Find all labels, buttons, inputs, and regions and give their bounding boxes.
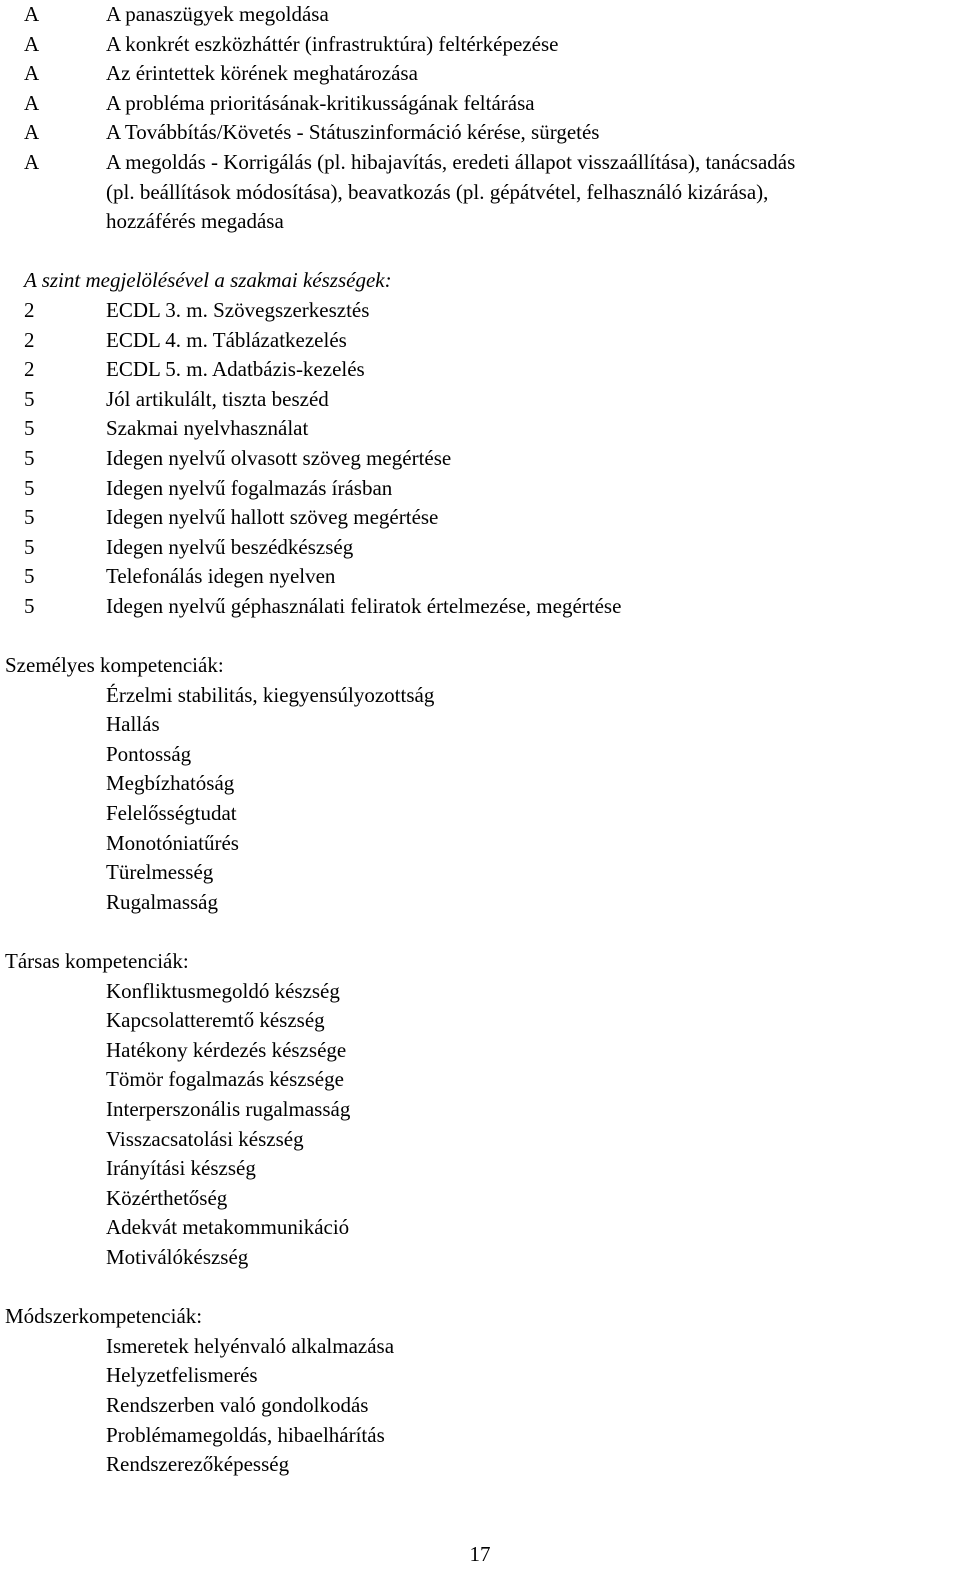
a-item-text: A panaszügyek megoldása <box>106 2 329 26</box>
competency-item: Hatékony kérdezés készsége <box>106 1037 347 1062</box>
page-number: 17 <box>469 1542 491 1566</box>
a-item-text: Az érintettek körének meghatározása <box>106 61 418 86</box>
competency-item: Megbízhatóság <box>106 771 235 796</box>
skill-level: 5 <box>24 475 35 500</box>
skill-text: Idegen nyelvű fogalmazás írásban <box>106 475 393 500</box>
skill-row <box>0 326 960 356</box>
spacer <box>0 1273 960 1303</box>
competency-item: Hallás <box>106 712 160 737</box>
section-title: Társas kompetenciák: <box>5 949 189 973</box>
a-item-text: A Továbbítás/Követés - Státuszinformáció kérése, sürgetés <box>106 120 600 145</box>
skill-level: 5 <box>24 445 35 470</box>
skill-text: ECDL 3. m. Szövegszerkesztés <box>106 297 370 322</box>
a-item-row <box>0 178 960 208</box>
a-item-text: A megoldás - Korrigálás (pl. hibajavítás, eredeti állapot visszaállítása), tanácsadás <box>106 149 796 174</box>
competency-item: Konfliktusmegoldó készség <box>106 978 340 1003</box>
a-item-row <box>0 207 960 237</box>
section-title: Módszerkompetenciák: <box>5 1304 203 1329</box>
a-item-row <box>0 0 960 30</box>
competency-item: Tömör fogalmazás készsége <box>106 1067 344 1092</box>
skill-level: 5 <box>24 534 35 559</box>
spacer <box>0 917 960 947</box>
item-marker: A <box>24 120 40 145</box>
skill-text: Szakmai nyelvhasználat <box>106 416 309 441</box>
skill-text: Idegen nyelvű hallott szöveg megértése <box>106 505 439 530</box>
skill-text: Idegen nyelvű olvasott szöveg megértése <box>106 445 452 470</box>
skill-level: 2 <box>24 297 35 322</box>
a-item-row <box>0 89 960 119</box>
a-item-text: A probléma prioritásának-kritikusságának feltárása <box>106 90 535 115</box>
skill-row <box>0 296 960 326</box>
skill-row <box>0 533 960 563</box>
item-marker: A <box>24 90 40 115</box>
competency-item: Helyzetfelismerés <box>106 1363 258 1388</box>
a-item-text: (pl. beállítások módosítása), beavatkozás (pl. gépátvétel, felhasználó kizárása), <box>106 179 769 204</box>
competency-item: Visszacsatolási készség <box>106 1126 304 1151</box>
skill-text: Jól artikulált, tiszta beszéd <box>106 386 329 411</box>
skill-level: 5 <box>24 564 35 589</box>
competency-item: Monotóniatűrés <box>106 830 239 855</box>
competency-item: Rendszerezőképesség <box>106 1452 290 1477</box>
competency-item: Rendszerben való gondolkodás <box>106 1392 369 1417</box>
skill-text: ECDL 5. m. Adatbázis-kezelés <box>106 357 365 382</box>
skill-row <box>0 355 960 385</box>
competency-item: Türelmesség <box>106 860 214 885</box>
competency-item: Motiválókészség <box>106 1244 249 1269</box>
skills-heading: A szint megjelölésével a szakmai készségek: <box>24 268 392 293</box>
competency-item: Ismeretek helyénvaló alkalmazása <box>106 1333 395 1358</box>
skill-text: Idegen nyelvű géphasználati feliratok értelmezése, megértése <box>106 593 622 618</box>
skill-text: ECDL 4. m. Táblázatkezelés <box>106 327 347 352</box>
spacer <box>0 237 960 267</box>
competency-item: Problémamegoldás, hibaelhárítás <box>106 1422 385 1447</box>
skill-text: Telefonálás idegen nyelven <box>106 564 336 589</box>
a-items-list <box>0 0 960 237</box>
skill-level: 5 <box>24 386 35 411</box>
skill-row <box>0 385 960 415</box>
a-item-row <box>0 148 960 178</box>
skill-row <box>0 414 960 444</box>
skill-row <box>0 592 960 622</box>
item-marker: A <box>24 2 40 26</box>
competency-item: Adekvát metakommunikáció <box>106 1215 350 1240</box>
spacer <box>0 621 960 651</box>
skill-row <box>0 474 960 504</box>
a-item-text: A konkrét eszközháttér (infrastruktúra) feltérképezése <box>106 31 559 56</box>
skill-row <box>0 503 960 533</box>
item-marker: A <box>24 31 40 56</box>
skill-level: 5 <box>24 505 35 530</box>
a-item-row <box>0 59 960 89</box>
competency-item: Rugalmasság <box>106 889 218 914</box>
a-item-row <box>0 30 960 60</box>
item-marker: A <box>24 61 40 86</box>
competency-item: Irányítási készség <box>106 1156 256 1181</box>
competency-item: Interperszonális rugalmasság <box>106 1096 351 1121</box>
skill-level: 2 <box>24 327 35 352</box>
competency-item: Kapcsolatteremtő készség <box>106 1008 325 1033</box>
competency-sections <box>0 651 960 1480</box>
item-marker: A <box>24 149 40 174</box>
skills-list <box>0 296 960 622</box>
a-item-text: hozzáférés megadása <box>106 209 284 234</box>
a-item-row <box>0 118 960 148</box>
skill-text: Idegen nyelvű beszédkészség <box>106 534 354 559</box>
competency-item: Közérthetőség <box>106 1185 228 1210</box>
competency-item: Érzelmi stabilitás, kiegyensúlyozottság <box>106 682 435 707</box>
skill-level: 2 <box>24 357 35 382</box>
competency-item: Felelősségtudat <box>106 801 237 826</box>
skill-level: 5 <box>24 416 35 441</box>
competency-item: Pontosság <box>106 741 192 766</box>
section-title: Személyes kompetenciák: <box>5 653 224 678</box>
skill-level: 5 <box>24 593 35 618</box>
skill-row <box>0 562 960 592</box>
skill-row <box>0 444 960 474</box>
